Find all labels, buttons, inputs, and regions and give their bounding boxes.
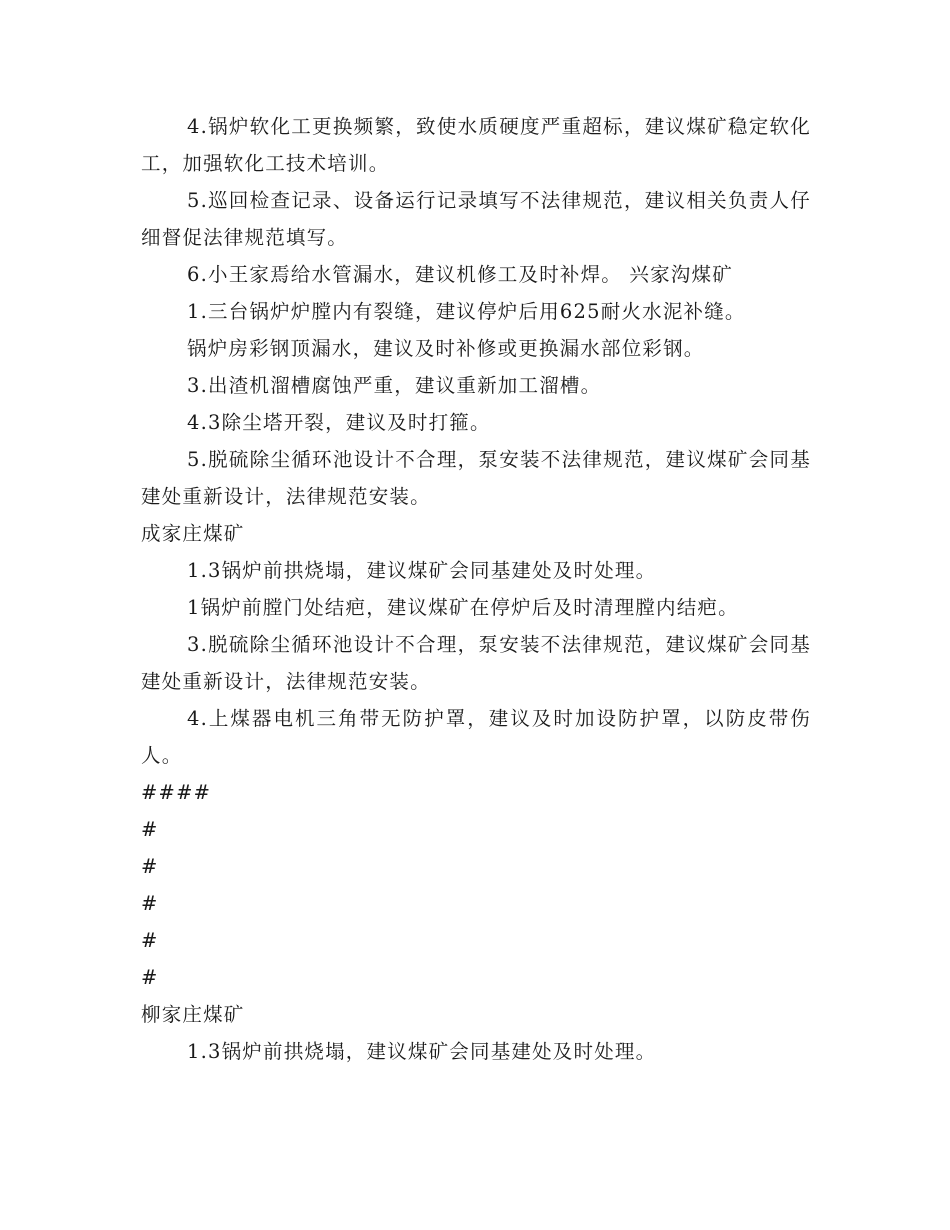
placeholder-hashes: ####: [141, 781, 212, 804]
paragraph-item-4-dust-tower: 4.3除尘塔开裂，建议及时打箍。: [187, 411, 491, 434]
placeholder-hash: #: [141, 855, 159, 878]
placeholder-hash: #: [141, 892, 159, 915]
document-body: [141, 108, 811, 1070]
placeholder-hash: #: [141, 818, 159, 841]
paragraph-item-1-front-arch-liujiazhuang: 1.3锅炉前拱烧塌，建议煤矿会同基建处及时处理。: [187, 1040, 657, 1063]
paragraph-item-3-slag-chute: 3.出渣机溜槽腐蚀严重，建议重新加工溜槽。: [187, 374, 602, 397]
paragraph-item-5-desulfurization: 5.脱硫除尘循环池设计不合理，泵安装不法律规范，建议煤矿会同基建处重新设计，法律规范安装。: [141, 448, 811, 508]
section-heading-chengjiazhuang: 成家庄煤矿: [141, 522, 245, 545]
placeholder-hash: #: [141, 929, 159, 952]
placeholder-hash: #: [141, 966, 159, 989]
section-heading-liujiazhuang: 柳家庄煤矿: [141, 1003, 245, 1026]
paragraph-item-3-desulfurization: 3.脱硫除尘循环池设计不合理，泵安装不法律规范，建议煤矿会同基建处重新设计，法律规范安装。: [141, 633, 811, 693]
paragraph-roof-leak: 锅炉房彩钢顶漏水，建议及时补修或更换漏水部位彩钢。: [187, 337, 705, 360]
paragraph-item-4-belt-guard: 4.上煤器电机三角带无防护罩，建议及时加设防护罩，以防皮带伤人。: [141, 707, 811, 767]
paragraph-item-6-pipe-leak: 6.小王家焉给水管漏水，建议机修工及时补焊。 兴家沟煤矿: [187, 263, 733, 286]
paragraph-item-1-front-arch: 1.3锅炉前拱烧塌，建议煤矿会同基建处及时处理。: [187, 559, 657, 582]
paragraph-item-5-records: 5.巡回检查记录、设备运行记录填写不法律规范，建议相关负责人仔细督促法律规范填写。: [141, 189, 811, 249]
paragraph-item-1-furnace-cracks: 1.三台锅炉炉膛内有裂缝，建议停炉后用625耐火水泥补缝。: [187, 300, 746, 323]
paragraph-item-4-softener: 4.锅炉软化工更换频繁，致使水质硬度严重超标，建议煤矿稳定软化工，加强软化工技术培训。: [141, 115, 811, 175]
paragraph-item-1-scale: 1锅炉前膛门处结疤，建议煤矿在停炉后及时清理膛内结疤。: [187, 596, 739, 619]
